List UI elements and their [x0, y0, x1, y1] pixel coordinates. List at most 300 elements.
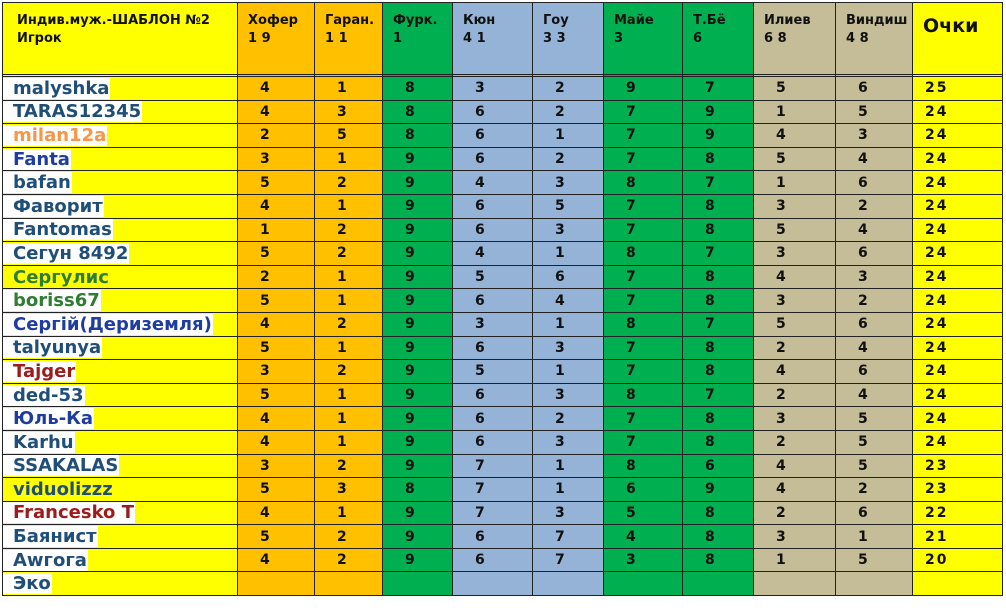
points-value: 24	[925, 316, 949, 333]
table-row	[3, 548, 1003, 572]
score-cell	[683, 454, 754, 478]
score-value: 4	[776, 481, 786, 498]
score-value: 3	[555, 174, 565, 191]
points-cell	[913, 454, 1003, 478]
points-value: 24	[925, 410, 949, 427]
team-code: 3 3	[543, 31, 566, 46]
score-value: 4	[260, 316, 270, 333]
score-cell	[453, 171, 533, 195]
score-value: 9	[405, 387, 415, 404]
player-cell	[3, 430, 238, 454]
score-cell	[315, 194, 383, 218]
score-value: 5	[260, 339, 270, 356]
player-name: Fanta	[3, 149, 71, 170]
score-cell	[683, 147, 754, 171]
player-name: malyshka	[3, 78, 110, 99]
points-value: 25	[925, 80, 949, 97]
score-value: 5	[260, 528, 270, 545]
score-cell	[604, 360, 683, 384]
score-value: 8	[626, 174, 636, 191]
player-name: Сергій(Дериземля)	[3, 314, 213, 335]
score-value: 4	[626, 528, 636, 545]
points-cell	[913, 124, 1003, 148]
player-cell	[3, 525, 238, 549]
score-cell	[836, 218, 913, 242]
score-value: 7	[555, 552, 565, 569]
points-value: 24	[925, 387, 949, 404]
score-cell	[383, 312, 453, 336]
points-value: 24	[925, 127, 949, 144]
score-cell	[754, 289, 836, 313]
score-cell	[754, 147, 836, 171]
score-cell	[383, 548, 453, 572]
score-value: 1	[337, 151, 347, 168]
score-cell	[754, 218, 836, 242]
score-cell	[453, 360, 533, 384]
score-value: 6	[475, 151, 485, 168]
player-name: Сегун 8492	[3, 243, 129, 264]
score-value: 6	[475, 221, 485, 238]
score-cell	[533, 383, 604, 407]
score-cell	[683, 407, 754, 431]
score-cell	[533, 407, 604, 431]
player-name: Francesko T	[3, 502, 135, 523]
player-name: Эко	[3, 573, 52, 594]
score-value: 7	[475, 457, 485, 474]
score-cell	[836, 124, 913, 148]
score-value: 8	[705, 552, 715, 569]
score-cell	[315, 77, 383, 101]
score-cell	[683, 242, 754, 266]
score-value: 1	[337, 80, 347, 97]
score-cell	[836, 430, 913, 454]
score-cell	[383, 194, 453, 218]
table-row	[3, 525, 1003, 549]
score-cell	[754, 430, 836, 454]
table-row	[3, 147, 1003, 171]
score-cell	[453, 572, 533, 596]
score-value: 8	[705, 269, 715, 286]
score-cell	[604, 218, 683, 242]
header-player-cell	[3, 3, 238, 75]
score-cell	[754, 407, 836, 431]
player-name: TARAS12345	[3, 101, 142, 122]
points-cell	[913, 100, 1003, 124]
score-value: 9	[405, 174, 415, 191]
score-cell	[238, 336, 315, 360]
score-cell	[315, 360, 383, 384]
score-value: 9	[626, 80, 636, 97]
table-row	[3, 454, 1003, 478]
score-value: 3	[555, 387, 565, 404]
score-cell	[383, 77, 453, 101]
score-value: 6	[858, 245, 868, 262]
points-cell	[913, 242, 1003, 266]
player-cell	[3, 407, 238, 431]
score-cell	[315, 525, 383, 549]
player-cell	[3, 478, 238, 502]
score-cell	[315, 501, 383, 525]
score-cell	[315, 454, 383, 478]
table-row	[3, 336, 1003, 360]
score-cell	[453, 407, 533, 431]
score-cell	[604, 289, 683, 313]
points-cell	[913, 194, 1003, 218]
header-team-gou	[533, 3, 604, 75]
score-cell	[453, 218, 533, 242]
score-cell	[836, 336, 913, 360]
table-row	[3, 218, 1003, 242]
score-cell	[604, 525, 683, 549]
player-name: ded-53	[3, 385, 85, 406]
header-team-hofer	[238, 3, 315, 75]
score-value: 3	[776, 245, 786, 262]
table-row	[3, 430, 1003, 454]
score-cell	[754, 171, 836, 195]
player-cell	[3, 454, 238, 478]
score-value: 2	[337, 528, 347, 545]
score-value: 8	[626, 457, 636, 474]
score-cell	[836, 147, 913, 171]
header-team-windisch	[836, 3, 913, 75]
score-value: 7	[626, 363, 636, 380]
score-cell	[533, 525, 604, 549]
player-cell	[3, 242, 238, 266]
score-value: 6	[475, 198, 485, 215]
score-value: 7	[705, 245, 715, 262]
team-name: Кюн	[463, 13, 496, 28]
score-cell	[604, 312, 683, 336]
score-cell	[683, 360, 754, 384]
score-cell	[383, 336, 453, 360]
table-row	[3, 383, 1003, 407]
score-value: 8	[705, 504, 715, 521]
score-value: 2	[776, 387, 786, 404]
score-cell	[315, 430, 383, 454]
player-cell	[3, 218, 238, 242]
player-cell	[3, 572, 238, 596]
player-cell	[3, 336, 238, 360]
score-cell	[383, 407, 453, 431]
score-value: 4	[858, 151, 868, 168]
score-value: 8	[405, 80, 415, 97]
score-cell	[683, 548, 754, 572]
score-value: 8	[705, 198, 715, 215]
score-value: 7	[626, 127, 636, 144]
score-value: 5	[475, 363, 485, 380]
score-value: 7	[626, 434, 636, 451]
score-value: 6	[475, 528, 485, 545]
score-cell	[533, 124, 604, 148]
score-cell	[836, 572, 913, 596]
score-value: 2	[337, 245, 347, 262]
score-cell	[453, 289, 533, 313]
score-value: 3	[260, 363, 270, 380]
score-cell	[604, 548, 683, 572]
score-cell	[453, 77, 533, 101]
score-value: 7	[626, 339, 636, 356]
score-cell	[453, 124, 533, 148]
player-cell	[3, 77, 238, 101]
team-code: 1 9	[248, 31, 271, 46]
score-value: 1	[555, 457, 565, 474]
points-value: 23	[925, 481, 949, 498]
score-value: 5	[858, 434, 868, 451]
points-value: 24	[925, 174, 949, 191]
team-code: 1	[393, 31, 403, 46]
score-value: 7	[555, 528, 565, 545]
score-cell	[533, 360, 604, 384]
points-cell	[913, 265, 1003, 289]
table-row	[3, 124, 1003, 148]
score-cell	[315, 336, 383, 360]
score-cell	[315, 265, 383, 289]
score-value: 9	[405, 434, 415, 451]
score-value: 6	[475, 387, 485, 404]
score-cell	[683, 383, 754, 407]
points-cell	[913, 430, 1003, 454]
score-value: 6	[475, 434, 485, 451]
score-value: 3	[555, 221, 565, 238]
score-value: 4	[260, 410, 270, 427]
score-value: 5	[858, 552, 868, 569]
score-cell	[238, 124, 315, 148]
points-cell	[913, 336, 1003, 360]
score-cell	[238, 548, 315, 572]
score-value: 2	[260, 269, 270, 286]
score-value: 3	[776, 528, 786, 545]
score-value: 4	[260, 103, 270, 120]
score-cell	[315, 218, 383, 242]
score-value: 9	[405, 363, 415, 380]
player-column-label: Игрок	[17, 31, 62, 46]
score-cell	[533, 501, 604, 525]
score-cell	[604, 147, 683, 171]
score-cell	[754, 77, 836, 101]
score-cell	[604, 77, 683, 101]
team-name: Майе	[614, 13, 654, 28]
player-cell	[3, 147, 238, 171]
team-name: Виндиш	[846, 13, 908, 28]
player-cell	[3, 312, 238, 336]
score-value: 4	[260, 198, 270, 215]
score-value: 6	[475, 292, 485, 309]
results-table	[2, 2, 1003, 596]
score-cell	[754, 194, 836, 218]
score-cell	[754, 100, 836, 124]
score-value: 2	[858, 198, 868, 215]
score-value: 6	[858, 80, 868, 97]
points-cell	[913, 572, 1003, 596]
team-name: Гаран.	[325, 13, 375, 28]
score-cell	[683, 430, 754, 454]
table-row	[3, 289, 1003, 313]
player-cell	[3, 501, 238, 525]
score-cell	[683, 525, 754, 549]
score-cell	[315, 124, 383, 148]
table-title: Индив.муж.-ШАБЛОН №2	[17, 13, 210, 28]
header-team-maye	[604, 3, 683, 75]
score-value: 1	[337, 198, 347, 215]
score-value: 5	[337, 127, 347, 144]
score-cell	[315, 383, 383, 407]
table-row	[3, 407, 1003, 431]
score-cell	[315, 242, 383, 266]
score-value: 6	[555, 269, 565, 286]
score-value: 3	[555, 339, 565, 356]
score-cell	[315, 548, 383, 572]
score-value: 8	[705, 339, 715, 356]
score-cell	[683, 265, 754, 289]
score-cell	[604, 454, 683, 478]
score-value: 6	[858, 504, 868, 521]
score-value: 3	[555, 434, 565, 451]
score-cell	[533, 77, 604, 101]
team-code: 3	[614, 31, 624, 46]
score-cell	[383, 100, 453, 124]
score-cell	[604, 478, 683, 502]
score-value: 8	[705, 410, 715, 427]
score-cell	[453, 100, 533, 124]
score-value: 6	[858, 316, 868, 333]
score-cell	[604, 100, 683, 124]
score-cell	[836, 171, 913, 195]
score-cell	[453, 265, 533, 289]
score-cell	[604, 407, 683, 431]
score-value: 3	[626, 552, 636, 569]
score-value: 5	[555, 198, 565, 215]
score-cell	[238, 289, 315, 313]
score-cell	[836, 407, 913, 431]
score-cell	[238, 265, 315, 289]
points-value: 24	[925, 221, 949, 238]
score-value: 9	[405, 292, 415, 309]
score-value: 6	[475, 103, 485, 120]
score-value: 9	[405, 198, 415, 215]
score-value: 7	[626, 269, 636, 286]
score-value: 8	[405, 481, 415, 498]
score-value: 2	[555, 410, 565, 427]
score-cell	[383, 454, 453, 478]
score-value: 5	[475, 269, 485, 286]
points-value: 20	[925, 552, 949, 569]
score-value: 9	[405, 528, 415, 545]
score-cell	[836, 77, 913, 101]
score-cell	[683, 289, 754, 313]
score-value: 2	[337, 221, 347, 238]
score-cell	[754, 572, 836, 596]
score-cell	[683, 194, 754, 218]
points-value: 22	[925, 504, 949, 521]
score-cell	[315, 147, 383, 171]
score-cell	[533, 454, 604, 478]
score-cell	[383, 289, 453, 313]
score-value: 2	[337, 174, 347, 191]
score-value: 3	[776, 292, 786, 309]
score-value: 7	[626, 103, 636, 120]
score-value: 1	[337, 434, 347, 451]
score-value: 2	[337, 457, 347, 474]
player-name: Fantomas	[3, 219, 113, 240]
header-team-furk	[383, 3, 453, 75]
score-value: 4	[776, 363, 786, 380]
score-cell	[533, 312, 604, 336]
player-name: milan12a	[3, 125, 107, 146]
score-cell	[683, 100, 754, 124]
score-cell	[754, 454, 836, 478]
score-cell	[238, 383, 315, 407]
score-cell	[604, 194, 683, 218]
player-cell	[3, 548, 238, 572]
score-cell	[683, 336, 754, 360]
score-cell	[238, 407, 315, 431]
score-cell	[604, 501, 683, 525]
player-name: Awгога	[3, 550, 88, 571]
score-cell	[238, 572, 315, 596]
points-cell	[913, 525, 1003, 549]
table-row	[3, 572, 1003, 596]
player-name: bafan	[3, 172, 72, 193]
score-cell	[604, 336, 683, 360]
points-value: 24	[925, 434, 949, 451]
score-cell	[238, 100, 315, 124]
score-value: 9	[405, 457, 415, 474]
score-cell	[836, 360, 913, 384]
score-value: 9	[705, 481, 715, 498]
score-cell	[533, 100, 604, 124]
score-cell	[604, 430, 683, 454]
score-cell	[383, 171, 453, 195]
score-cell	[383, 501, 453, 525]
score-value: 8	[405, 127, 415, 144]
points-value: 24	[925, 339, 949, 356]
team-code: 4 1	[463, 31, 486, 46]
points-value: 24	[925, 151, 949, 168]
score-cell	[453, 501, 533, 525]
score-value: 5	[858, 457, 868, 474]
score-value: 3	[337, 103, 347, 120]
score-value: 4	[260, 552, 270, 569]
score-value: 3	[475, 316, 485, 333]
score-value: 5	[858, 103, 868, 120]
score-value: 3	[555, 504, 565, 521]
score-cell	[533, 265, 604, 289]
score-cell	[836, 194, 913, 218]
score-value: 5	[776, 80, 786, 97]
score-cell	[836, 242, 913, 266]
player-cell	[3, 124, 238, 148]
score-cell	[836, 478, 913, 502]
score-cell	[315, 572, 383, 596]
score-value: 6	[475, 339, 485, 356]
score-value: 4	[260, 434, 270, 451]
points-cell	[913, 171, 1003, 195]
score-cell	[754, 124, 836, 148]
score-value: 1	[260, 221, 270, 238]
score-value: 5	[260, 245, 270, 262]
score-cell	[836, 383, 913, 407]
score-cell	[533, 242, 604, 266]
score-value: 9	[405, 552, 415, 569]
player-name: boriss67	[3, 290, 101, 311]
score-value: 1	[337, 339, 347, 356]
score-cell	[453, 147, 533, 171]
header-team-kyun	[453, 3, 533, 75]
score-value: 1	[337, 504, 347, 521]
score-value: 4	[260, 504, 270, 521]
score-value: 9	[405, 269, 415, 286]
points-value: 24	[925, 198, 949, 215]
